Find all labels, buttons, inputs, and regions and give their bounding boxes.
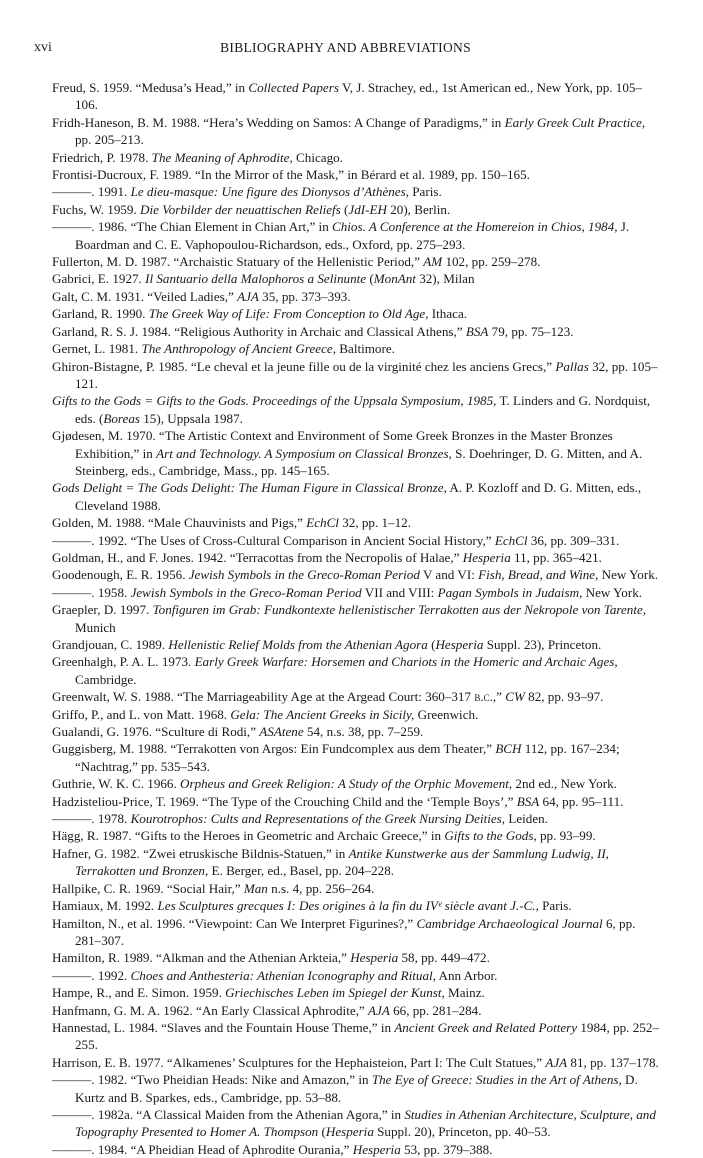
bibliography-entry xyxy=(52,775,660,792)
entry-italic-text: BCH xyxy=(495,741,522,757)
entry-text: Paris. xyxy=(538,898,572,914)
bibliography-entry xyxy=(52,949,660,966)
entry-text: 32), Milan xyxy=(415,271,475,287)
bibliography-entry xyxy=(52,688,660,705)
entry-text: Harrison, E. B. 1977. “Alkamenes’ Sculptures for the Hephaisteion, Part I: The Cult Statues,” xyxy=(52,1054,546,1070)
entry-text: Greenwich. xyxy=(414,706,479,722)
bibliography-entry xyxy=(52,740,660,775)
entry-text: J. Boardman and C. E. Vaphopoulou-Richardson, eds., Oxford, pp. 275–293. xyxy=(75,219,630,252)
entry-text: New York. xyxy=(582,584,643,600)
entry-text: Hadzisteliou-Price, T. 1969. “The Type of the Crouching Child and the ‘Temple Boys’,” xyxy=(52,793,517,809)
entry-italic-text: Studies in Athenian Architecture, Sculpture, and Topography Presented to Homer A. Thompson xyxy=(75,1106,656,1140)
entry-text: 36, pp. 309–331. xyxy=(527,532,620,548)
page-header xyxy=(34,40,657,60)
entry-text: 1984, pp. 252–255. xyxy=(75,1019,659,1053)
entry-italic-text: Early Greek Cult Practice, xyxy=(504,114,646,130)
entry-text: 102, pp. 259–278. xyxy=(442,254,541,270)
entry-italic-text: ASAtene xyxy=(259,724,304,740)
entry-text: ———. 1984. “A Pheidian Head of Aphrodite Ourania,” xyxy=(52,1141,353,1157)
bibliography-entry xyxy=(52,1141,660,1158)
entry-text: Ghiron-Bistagne, P. 1985. “Le cheval et la jeune fille ou de la virginité chez les anciens Grecs,” xyxy=(52,358,556,374)
entry-italic-text: JdI-EH xyxy=(348,201,387,217)
entry-text: Hafner, G. 1982. “Zwei etruskische Bildnis-Statuen,” in xyxy=(52,845,349,861)
entry-italic-text: Jewish Symbols in the Greco-Roman Period xyxy=(188,567,420,583)
entry-text: ———. 1992. “The Uses of Cross-Cultural Comparison in Ancient Social History,” xyxy=(52,532,495,548)
entry-italic-text: Pallas xyxy=(555,358,589,374)
entry-text: b.c., xyxy=(474,689,497,705)
entry-italic-text: Jewish Symbols in the Greco-Roman Period xyxy=(130,584,362,600)
entry-italic-text: Les Sculptures grecques I: Des origines à la fin du IVᵉ siècle avant J.-C., xyxy=(157,898,539,914)
entry-text: Freud, S. 1959. “Medusa’s Head,” in xyxy=(52,80,249,95)
entry-text: Garland, R. 1990. xyxy=(52,306,149,322)
entry-text: ———. 1982. “Two Pheidian Heads: Nike and Amazon,” in xyxy=(52,1072,372,1088)
entry-text: 6, pp. 281–307. xyxy=(75,915,636,948)
entry-text: Guggisberg, M. 1988. “Terrakotten von Argos: Ein Fundcomplex aus dem Theater,” xyxy=(52,741,496,757)
entry-text: 58, pp. 449–472. xyxy=(398,950,490,966)
bibliography-entry xyxy=(52,218,660,253)
entry-italic-text: BSA xyxy=(465,323,489,339)
bibliography-entry xyxy=(52,915,660,950)
bibliography-entry xyxy=(52,323,660,340)
entry-text: T. Linders and G. Nordquist, eds. ( xyxy=(75,393,651,426)
entry-text: S. Doehringer, D. G. Mitten, and A. Steinberg, eds., Cambridge, Mass., pp. 145–165. xyxy=(75,445,643,478)
entry-text: Paris. xyxy=(409,184,442,200)
entry-text: Mainz. xyxy=(444,985,485,1001)
entry-italic-text: Boreas xyxy=(103,410,140,426)
bibliography-entry xyxy=(52,532,660,549)
entry-italic-text: The Meaning of Aphrodite, xyxy=(151,149,293,165)
entry-text: Gernet, L. 1981. xyxy=(52,341,142,357)
entry-italic-text: Hesperia xyxy=(325,1124,374,1140)
bibliography-entry xyxy=(52,706,660,723)
entry-italic-text: Tonfiguren im Grab: Fundkontexte hellenistischer Terrakotten aus der Nekropole von Tarente, xyxy=(152,602,647,618)
entry-text: ———. 1982a. “A Classical Maiden from the Athenian Agora,” in xyxy=(52,1106,405,1122)
entry-text: Cambridge. xyxy=(75,671,137,687)
entry-text: Guthrie, W. K. C. 1966. xyxy=(52,776,181,792)
entry-italic-text: BSA xyxy=(516,793,540,809)
entry-text: Hamilton, N., et al. 1996. “Viewpoint: Can We Interpret Figurines?,” xyxy=(52,915,417,931)
entry-italic-text: AJA xyxy=(545,1054,568,1070)
entry-italic-text: Le dieu-masque: Une figure des Dionysos d’Athènes, xyxy=(130,184,409,200)
entry-italic-text: Hesperia xyxy=(350,950,399,966)
bibliography-entry xyxy=(52,810,660,827)
entry-text: ———. 1992. xyxy=(52,967,131,983)
entry-text: Hannestad, L. 1984. “Slaves and the Fountain House Theme,” in xyxy=(52,1019,395,1035)
bibliography-entry xyxy=(52,880,660,897)
entry-text: Ithaca. xyxy=(428,306,468,322)
entry-text: Gabrici, E. 1927. xyxy=(52,271,146,287)
entry-italic-text: Gifts to the Gods = Gifts to the Gods. Proceedings of the Uppsala Symposium, 1985, xyxy=(52,393,497,409)
entry-italic-text: Cambridge Archaeological Journal xyxy=(416,915,603,931)
bibliography-entry xyxy=(52,1106,660,1141)
entry-text: Suppl. 23), Princeton. xyxy=(483,637,602,652)
entry-text: V, J. Strachey, ed., 1st American ed., New York, pp. 105–106. xyxy=(75,80,642,113)
bibliography-entry xyxy=(52,114,660,149)
entry-text: Hanfmann, G. M. A. 1962. “An Early Classical Aphrodite,” xyxy=(52,1002,369,1018)
page-number: xvi xyxy=(34,40,52,55)
entry-text: 32, pp. 105–121. xyxy=(75,358,658,391)
entry-text: ———. 1986. “The Chian Element in Chian Art,” in xyxy=(52,219,333,235)
entry-text: ( xyxy=(427,637,436,652)
bibliography-entry xyxy=(52,845,660,880)
entry-italic-text: Man xyxy=(243,880,268,896)
bibliography-entry xyxy=(52,427,660,479)
entry-text: ” xyxy=(496,689,506,705)
bibliography-list xyxy=(52,79,660,1158)
bibliography-entry xyxy=(52,636,660,653)
bibliography-entry xyxy=(52,653,660,688)
entry-italic-text: Hesperia xyxy=(352,1141,401,1157)
running-head: BIBLIOGRAPHY AND ABBREVIATIONS xyxy=(220,40,471,55)
entry-italic-text: Antike Kunstwerke aus der Sammlung Ludwig, II, Terrakotten und Bronzen, xyxy=(75,845,609,879)
entry-italic-text: MonAnt xyxy=(373,271,416,287)
entry-text: 32, pp. 1–12. xyxy=(338,515,411,531)
bibliography-entry xyxy=(52,827,660,844)
entry-text: Greenhalgh, P. A. L. 1973. xyxy=(52,654,195,670)
bibliography-entry xyxy=(52,166,660,183)
bibliography-entry xyxy=(52,967,660,984)
entry-text: 2nd ed., New York. xyxy=(512,776,617,792)
entry-italic-text: AJA xyxy=(237,288,259,304)
entry-italic-text: The Anthropology of Ancient Greece, xyxy=(141,341,336,357)
entry-text: Baltimore. xyxy=(336,341,395,357)
entry-text: Fuchs, W. 1959. xyxy=(52,201,141,217)
entry-text: 79, pp. 75–123. xyxy=(488,323,574,339)
bibliography-entry xyxy=(52,1002,660,1019)
bibliography-entry xyxy=(52,270,660,287)
entry-text: n.s. 4, pp. 256–264. xyxy=(267,880,375,896)
bibliography-entry xyxy=(52,79,660,114)
bibliography-entry xyxy=(52,584,660,601)
entry-italic-text: The Eye of Greece: Studies in the Art of Athens, xyxy=(371,1072,622,1088)
entry-italic-text: The Greek Way of Life: From Conception to Old Age, xyxy=(148,306,429,322)
entry-italic-text: Hesperia xyxy=(462,549,511,565)
entry-text: D. Kurtz and B. Sparkes, eds., Cambridge, pp. 53–88. xyxy=(75,1072,638,1105)
bibliography-entry xyxy=(52,392,660,427)
entry-italic-text: Griechisches Leben im Spiegel der Kunst, xyxy=(225,985,445,1001)
entry-italic-text: Chios. A Conference at the Homereion in Chios, 1984, xyxy=(332,219,618,235)
bibliography-entry xyxy=(52,1071,660,1106)
entry-text: Munich xyxy=(75,619,116,635)
bibliography-entry xyxy=(52,358,660,393)
bibliography-entry xyxy=(52,1054,660,1071)
bibliography-entry xyxy=(52,897,660,914)
entry-italic-text: EchCl xyxy=(494,532,528,548)
entry-text: Suppl. 20), Princeton, pp. 40–53. xyxy=(373,1124,551,1140)
entry-text: VII and VIII: xyxy=(361,584,438,600)
entry-italic-text: Pagan Symbols in Judaism, xyxy=(437,584,583,600)
entry-text: pp. 205–213. xyxy=(75,132,144,148)
bibliography-entry xyxy=(52,288,660,305)
entry-text: 112, pp. 167–234; “Nachtrag,” pp. 535–543. xyxy=(75,741,620,774)
entry-text: 35, pp. 373–393. xyxy=(258,288,351,304)
bibliography-entry xyxy=(52,984,660,1001)
entry-italic-text: Art and Technology. A Symposium on Classical Bronzes, xyxy=(156,445,452,461)
entry-text: A. P. Kozloff and D. G. Mitten, eds., Cleveland 1988. xyxy=(75,480,642,513)
entry-text: V and VI: xyxy=(419,567,479,583)
entry-italic-text: CW xyxy=(505,689,525,705)
entry-text: Goldman, H., and F. Jones. 1942. “Terracottas from the Necropolis of Halae,” xyxy=(52,549,463,565)
entry-text: Graepler, D. 1997. xyxy=(52,602,153,618)
entry-italic-text: Choes and Anthesteria: Athenian Iconography and Ritual, xyxy=(130,967,436,983)
bibliography-entry xyxy=(52,201,660,218)
entry-text: Golden, M. 1988. “Male Chauvinists and Pigs,” xyxy=(52,515,307,531)
entry-italic-text: Die Vorbilder der neuattischen Reliefs xyxy=(140,201,341,217)
entry-text: 81, pp. 137–178. xyxy=(567,1054,659,1070)
entry-text: 66, pp. 281–284. xyxy=(389,1002,482,1018)
entry-text: 20), Berlin. xyxy=(386,201,451,217)
entry-text: 15), Uppsala 1987. xyxy=(139,410,243,426)
entry-text: Chicago. xyxy=(292,149,343,165)
entry-text: Leiden. xyxy=(505,811,548,827)
entry-text: Goodenough, E. R. 1956. xyxy=(52,567,189,583)
entry-text: New York. xyxy=(598,567,659,583)
entry-italic-text: Kourotrophos: Cults and Representations of the Greek Nursing Deities, xyxy=(130,811,506,827)
entry-text: 53, pp. 379–388. xyxy=(400,1141,493,1157)
bibliography-entry xyxy=(52,1019,660,1054)
entry-text: Hampe, R., and E. Simon. 1959. xyxy=(52,985,226,1001)
entry-italic-text: Ancient Greek and Related Pottery xyxy=(394,1019,578,1035)
entry-text: Hägg, R. 1987. “Gifts to the Heroes in Geometric and Archaic Greece,” in xyxy=(52,828,445,844)
entry-italic-text: Il Santuario della Malophoros a Selinunte xyxy=(145,271,367,287)
entry-italic-text: Collected Papers xyxy=(248,80,339,95)
entry-text: Hallpike, C. R. 1969. “Social Hair,” xyxy=(52,880,244,896)
entry-text: Garland, R. S. J. 1984. “Religious Authority in Archaic and Classical Athens,” xyxy=(52,323,466,339)
entry-italic-text: AJA xyxy=(368,1002,390,1018)
entry-text: Gjødesen, M. 1970. “The Artistic Context and Environment of Some Greek Bronzes in the Master Bronzes Exhibition,” in xyxy=(52,428,613,461)
entry-text: 64, pp. 95–111. xyxy=(539,793,624,809)
entry-italic-text: Gods Delight = The Gods Delight: The Human Figure in Classical Bronze, xyxy=(52,480,447,496)
entry-text: 11, pp. 365–421. xyxy=(510,549,602,565)
bibliography-entry xyxy=(52,723,660,740)
entry-italic-text: Gifts to the Gods, xyxy=(444,828,537,844)
entry-text: E. Berger, ed., Basel, pp. 204–228. xyxy=(208,863,395,879)
entry-text: Grandjouan, C. 1989. xyxy=(52,637,169,652)
bibliography-entry xyxy=(52,305,660,322)
entry-italic-text: AM xyxy=(423,254,443,270)
bibliography-entry xyxy=(52,340,660,357)
bibliography-entry xyxy=(52,549,660,566)
entry-text: pp. 93–99. xyxy=(536,828,596,844)
entry-text: Gualandi, G. 1976. “Sculture di Rodi,” xyxy=(52,724,260,740)
entry-italic-text: EchCl xyxy=(306,515,339,531)
entry-text: ———. 1978. xyxy=(52,811,131,827)
entry-text: 82, pp. 93–97. xyxy=(524,689,604,705)
bibliography-entry xyxy=(52,479,660,514)
bibliography-entry xyxy=(52,149,660,166)
entry-text: ( xyxy=(366,271,374,287)
entry-text: Greenwalt, W. S. 1988. “The Marriageability Age at the Argead Court: 360–317 xyxy=(52,689,475,705)
entry-text: ( xyxy=(318,1124,326,1140)
bibliography-entry xyxy=(52,183,660,200)
bibliography-entry xyxy=(52,514,660,531)
entry-text: Frontisi-Ducroux, F. 1989. “In the Mirror of the Mask,” in Bérard et al. 1989, pp. 150–165. xyxy=(52,167,530,183)
entry-italic-text: Early Greek Warfare: Horsemen and Chariots in the Homeric and Archaic Ages, xyxy=(194,654,618,670)
entry-text: Fullerton, M. D. 1987. “Archaistic Statuary of the Hellenistic Period,” xyxy=(52,254,424,270)
entry-text: 54, n.s. 38, pp. 7–259. xyxy=(303,724,424,740)
entry-text: Ann Arbor. xyxy=(435,967,498,983)
entry-text: ———. 1991. xyxy=(52,184,131,200)
bibliography-entry xyxy=(52,793,660,810)
entry-text: Fridh-Haneson, B. M. 1988. “Hera’s Wedding on Samos: A Change of Paradigms,” in xyxy=(52,114,505,130)
entry-text: ———. 1958. xyxy=(52,584,131,600)
entry-text: Hamilton, R. 1989. “Alkman and the Athenian Arkteia,” xyxy=(52,950,351,966)
bibliography-entry xyxy=(52,601,660,636)
entry-italic-text: Hesperia xyxy=(435,637,484,652)
entry-italic-text: Orpheus and Greek Religion: A Study of the Orphic Movement, xyxy=(180,776,513,792)
bibliography-entry xyxy=(52,253,660,270)
entry-text: ( xyxy=(340,201,349,217)
entry-italic-text: Gela: The Ancient Greeks in Sicily, xyxy=(230,706,415,722)
entry-italic-text: Hellenistic Relief Molds from the Athenian Agora xyxy=(168,637,428,652)
entry-italic-text: Fish, Bread, and Wine, xyxy=(478,567,599,583)
entry-text: Friedrich, P. 1978. xyxy=(52,149,152,165)
bibliography-entry xyxy=(52,566,660,583)
entry-text: Galt, C. M. 1931. “Veiled Ladies,” xyxy=(52,288,238,304)
entry-text: Hamiaux, M. 1992. xyxy=(52,898,158,914)
entry-text: Griffo, P., and L. von Matt. 1968. xyxy=(52,706,231,722)
